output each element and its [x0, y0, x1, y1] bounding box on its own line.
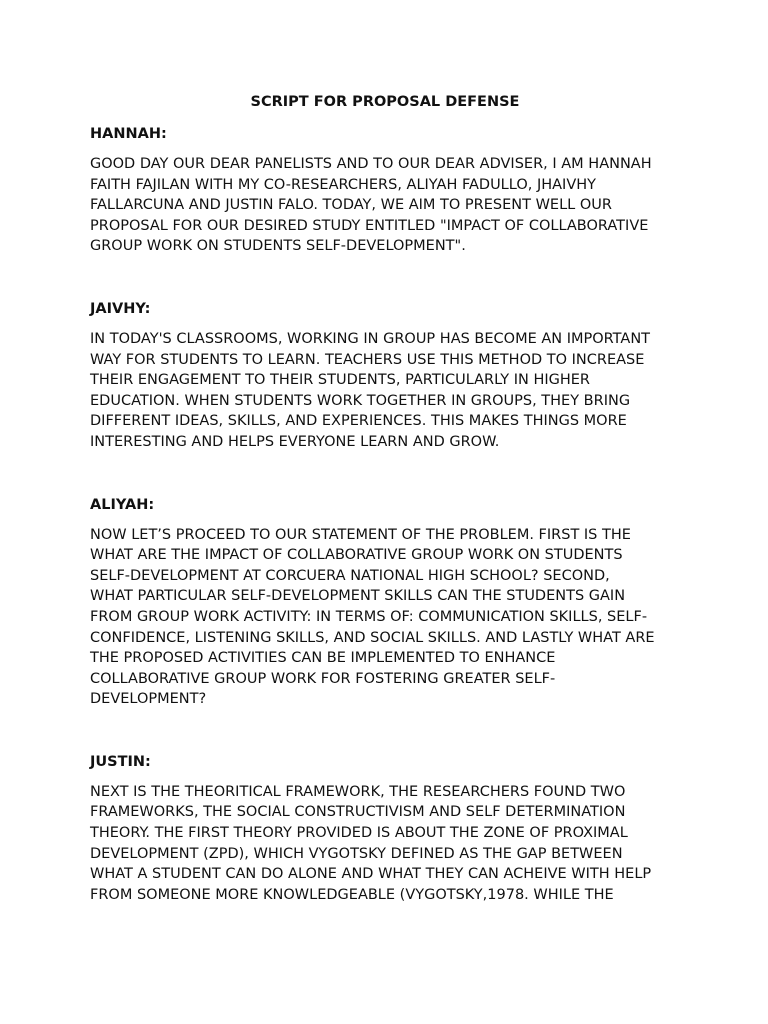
section-jaivhy — [90, 299, 680, 453]
section-gap — [90, 710, 680, 752]
section-justin — [90, 752, 680, 906]
speaker-name: JUSTIN: — [90, 753, 151, 770]
speaker-name: JAIVHY: — [90, 300, 151, 317]
section-gap — [90, 257, 680, 299]
section-hannah — [90, 124, 680, 257]
speaker-text: GOOD DAY OUR DEAR PANELISTS AND TO OUR DEAR ADVISER, I AM HANNAH FAITH FAJILAN WITH MY CO-RESEARCHERS, ALIYAH FADULLO, JHAIVHY FALLARCUNA AND JUSTIN FALO. TODAY, WE AIM TO PRESENT WELL OUR PROPOSAL FOR OUR DESIRED STUDY ENTITLED "IMPACT OF COLLABORATIVE GROUP WORK ON STUDENTS SELF-DEVELOPMENT". — [90, 156, 652, 255]
speaker-text: NEXT IS THE THEORITICAL FRAMEWORK, THE RESEARCHERS FOUND TWO FRAMEWORKS, THE SOCIAL CONSTRUCTIVISM AND SELF DETERMINATION THEORY. THE FIRST THEORY PROVIDED IS ABOUT THE ZONE OF PROXIMAL DEVELOPMENT (ZPD), WHICH VYGOTSKY DEFINED AS THE GAP BETWEEN WHAT A STUDENT CAN DO ALONE AND WHAT THEY CAN ACHEIVE WITH HELP FROM SOMEONE MORE KNOWLEDGEABLE (VYGOTSKY,1978. WHILE THE — [90, 783, 652, 903]
speaker-text: NOW LET’S PROCEED TO OUR STATEMENT OF THE PROBLEM. FIRST IS THE WHAT ARE THE IMPACT OF COLLABORATIVE GROUP WORK ON STUDENTS SELF-DEVELOPMENT AT CORCUERA NATIONAL HIGH SCHOOL? SECOND, WHAT PARTICULAR SELF-DEVELOPMENT SKILLS CAN THE STUDENTS GAIN FROM GROUP WORK ACTIVITY: IN TERMS OF: COMMUNICATION SKILLS, SELF- CONFIDENCE, LISTENING SKILLS, AND SOCIAL SKILLS. AND LASTLY WHAT ARE THE PROPOSED ACTIVITIES CAN BE IMPLEMENTED TO ENHANCE COLLABORATIVE GROUP WORK FOR FOSTERING GREATER SELF- DEVELOPMENT? — [90, 526, 655, 708]
speaker-name: ALIYAH: — [90, 496, 155, 513]
speaker-text: IN TODAY'S CLASSROOMS, WORKING IN GROUP HAS BECOME AN IMPORTANT WAY FOR STUDENTS TO LEARN. TEACHERS USE THIS METHOD TO INCREASE THEIR ENGAGEMENT TO THEIR STUDENTS, PARTICULARLY IN HIGHER EDUCATION. WHEN STUDENTS WORK TOGETHER IN GROUPS, THEY BRING DIFFERENT IDEAS, SKILLS, AND EXPERIENCES. THIS MAKES THINGS MORE INTERESTING AND HELPS EVERYONE LEARN AND GROW. — [90, 330, 651, 450]
section-gap — [90, 453, 680, 495]
document-title: SCRIPT FOR PROPOSAL DEFENSE — [250, 94, 520, 110]
speaker-name: HANNAH: — [90, 126, 167, 142]
document-page — [90, 92, 680, 905]
section-aliyah — [90, 495, 680, 710]
